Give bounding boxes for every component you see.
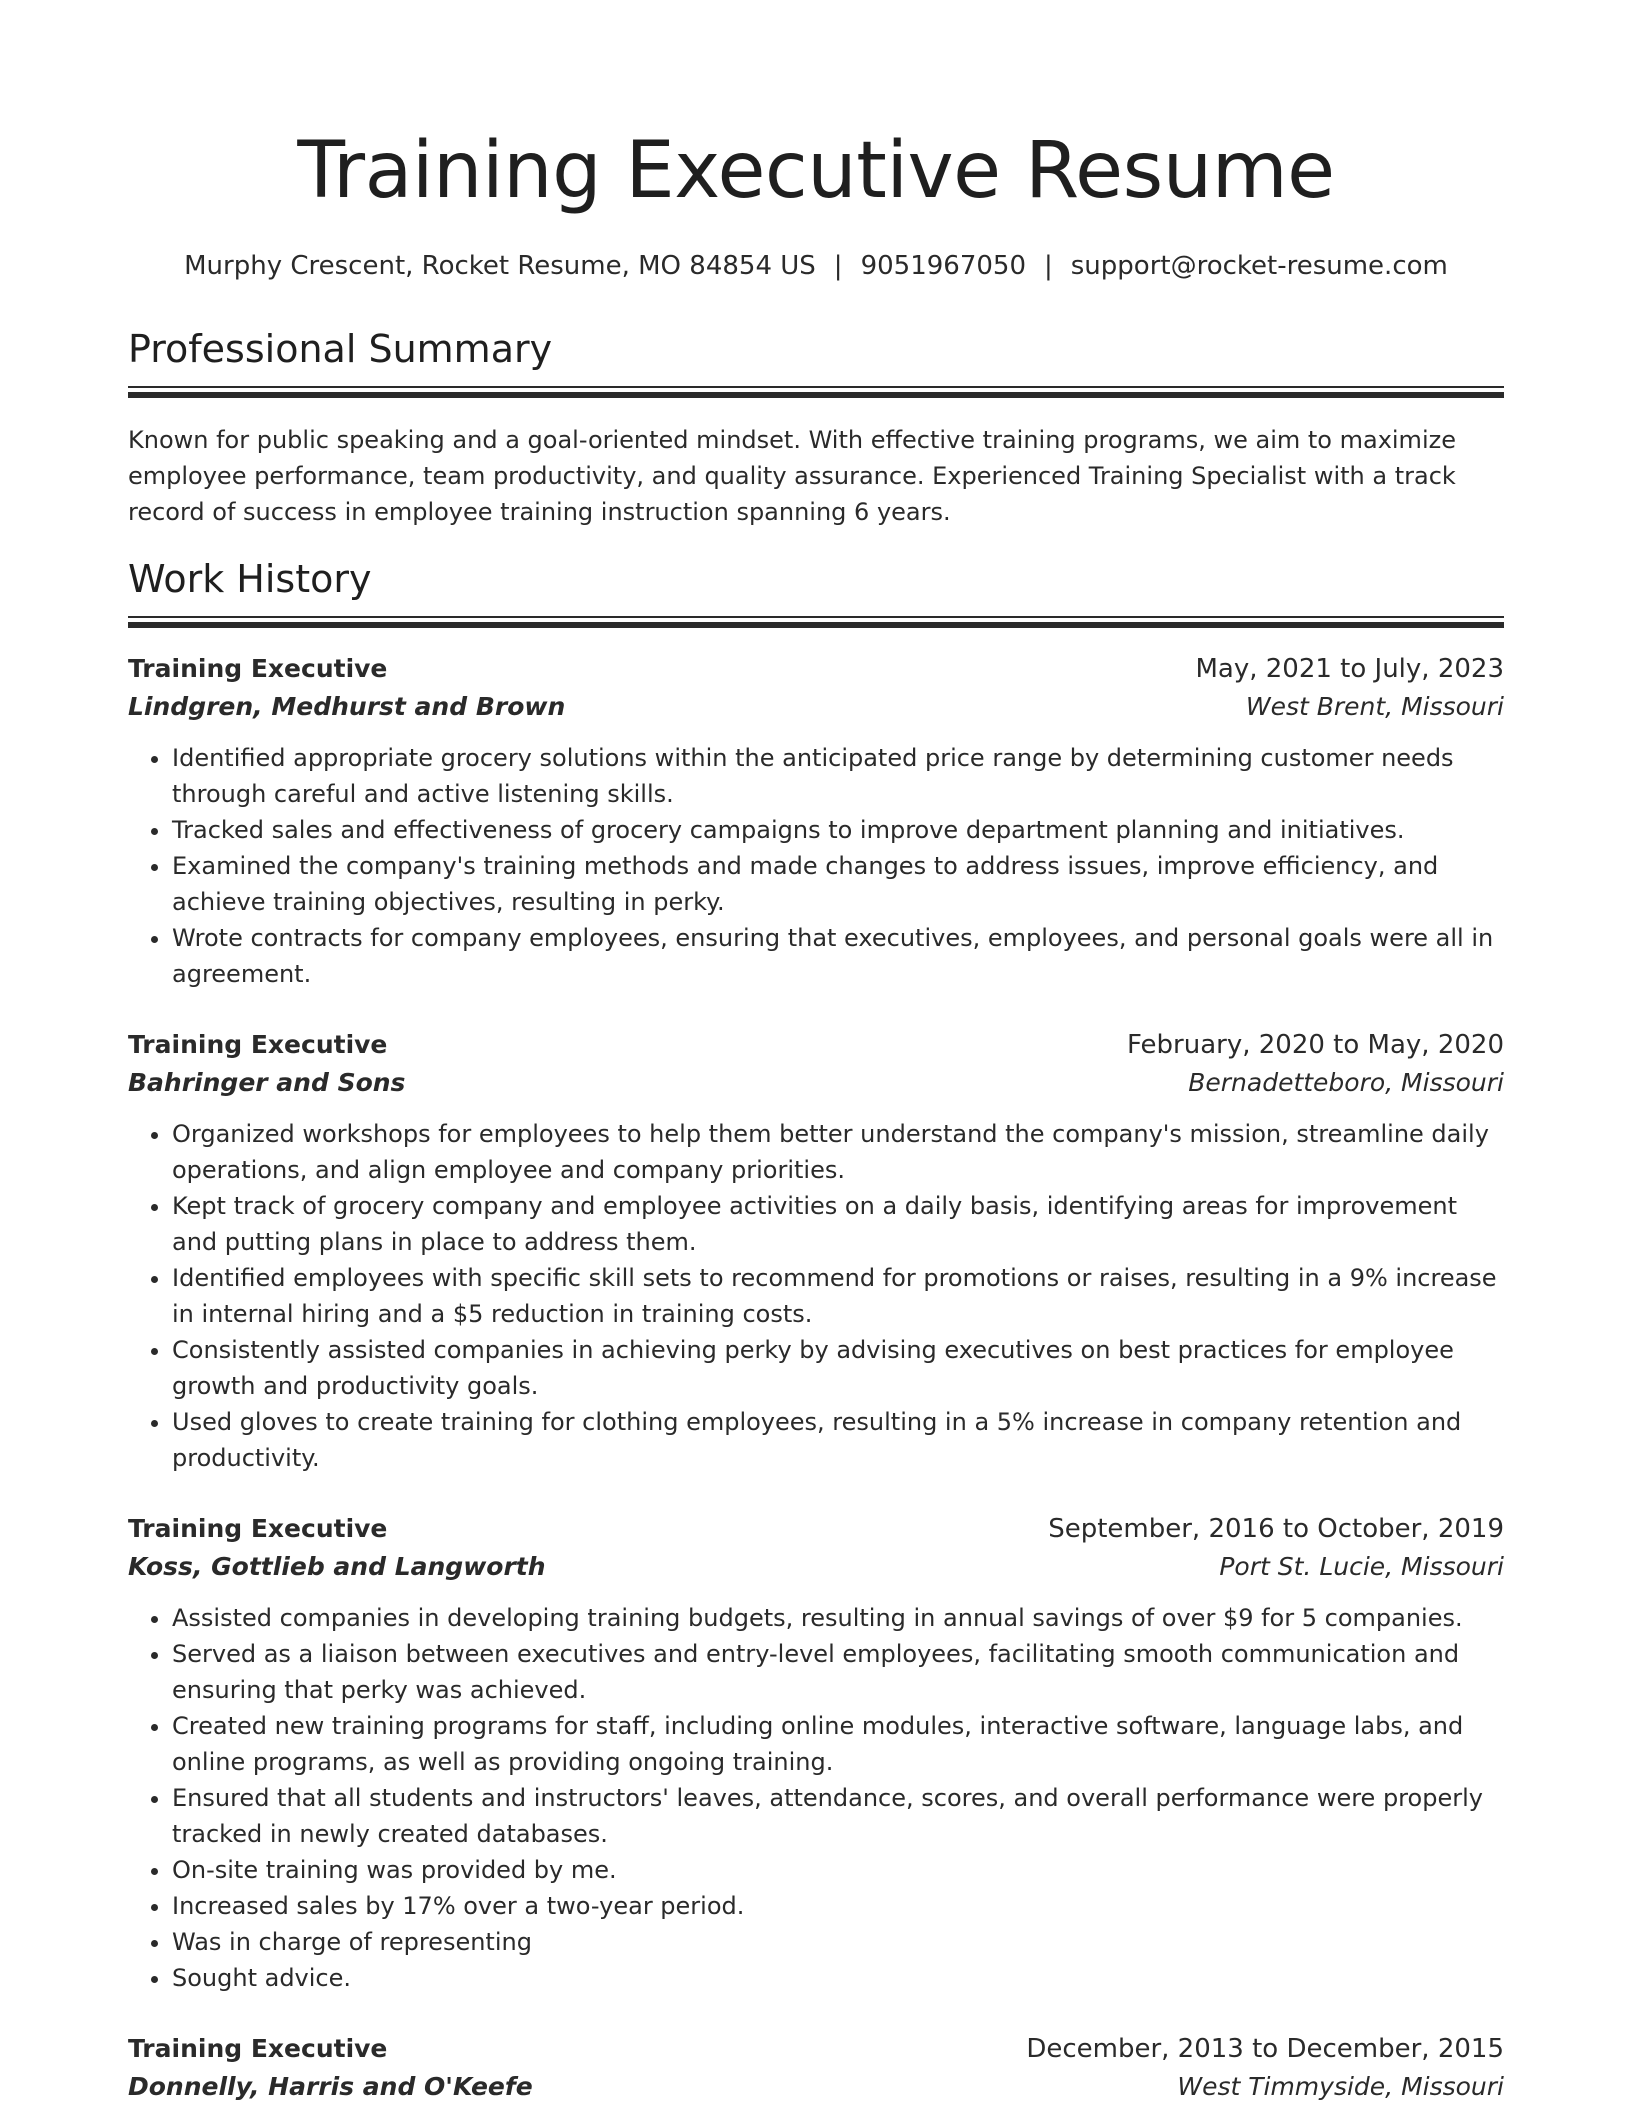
job-entry: [128, 1026, 1504, 1476]
job-bullet: • Examined the company's training methods and made changes to address issues, improve efficiency, and achieve training objectives, resulting in perky.: [172, 848, 1504, 920]
section-divider: [128, 616, 1504, 626]
job-bullet: • On-site training was provided by me.: [172, 1852, 1504, 1888]
job-bullet: • Identified employees with specific skill sets to recommend for promotions or raises, resulting in a 9% increase in internal hiring and a $5 reduction in training costs.: [172, 1260, 1504, 1332]
work-history-section: [128, 554, 1504, 2106]
job-dates: February, 2020 to May, 2020: [1127, 1030, 1504, 1060]
professional-summary-section: [128, 324, 1504, 530]
job-dates: September, 2016 to October, 2019: [1048, 1514, 1504, 1544]
job-bullet-list: [128, 740, 1504, 992]
job-company-row: [128, 2068, 1504, 2106]
contact-address: Murphy Crescent, Rocket Resume, MO 84854 US: [184, 251, 816, 281]
job-bullet: • Ensured that all students and instructors' leaves, attendance, scores, and overall performance were properly tracked in newly created databases.: [172, 1780, 1504, 1852]
section-heading-work-history: Work History: [128, 557, 372, 601]
job-header-row: [128, 1510, 1504, 1548]
section-heading-summary: Professional Summary: [128, 327, 553, 371]
job-bullet: • Tracked sales and effectiveness of grocery campaigns to improve department planning and initiatives.: [172, 812, 1504, 848]
job-company: Donnelly, Harris and O'Keefe: [128, 2072, 533, 2101]
job-bullet: • Used gloves to create training for clothing employees, resulting in a 5% increase in company retention and productivity.: [172, 1404, 1504, 1476]
job-entry: [128, 1510, 1504, 1996]
job-bullet-list: [128, 1116, 1504, 1476]
job-company-row: [128, 688, 1504, 726]
job-bullet: • Kept track of grocery company and employee activities on a daily basis, identifying areas for improvement and putting plans in place to address them.: [172, 1188, 1504, 1260]
job-company: Lindgren, Medhurst and Brown: [128, 692, 566, 721]
job-bullet: • Assisted companies in developing training budgets, resulting in annual savings of over $9 for 5 companies.: [172, 1600, 1504, 1636]
job-bullet: • Organized workshops for employees to help them better understand the company's mission, streamline daily operations, and align employee and company priorities.: [172, 1116, 1504, 1188]
job-header-row: [128, 2030, 1504, 2068]
job-company: Koss, Gottlieb and Langworth: [128, 1552, 546, 1581]
job-dates: December, 2013 to December, 2015: [1026, 2034, 1504, 2064]
contact-separator: |: [833, 251, 843, 281]
job-location: Port St. Lucie, Missouri: [1219, 1552, 1504, 1581]
job-title: Training Executive: [128, 1514, 388, 1543]
summary-text: Known for public speaking and a goal-oriented mindset. With effective training programs, we aim to maximize employee performance, team productivity, and quality assurance. Experienced Training Specialist with a track record of success in employee training instruction spanning 6 years.: [128, 426, 1456, 526]
job-location: Bernadetteboro, Missouri: [1188, 1068, 1504, 1097]
job-bullet-list: [128, 1600, 1504, 1996]
contact-phone: 9051967050: [860, 251, 1026, 281]
job-entry: [128, 2030, 1504, 2106]
job-header-row: [128, 650, 1504, 688]
job-bullet: • Identified appropriate grocery solutions within the anticipated price range by determining customer needs through careful and active listening skills.: [172, 740, 1504, 812]
job-dates: May, 2021 to July, 2023: [1195, 654, 1504, 684]
job-company: Bahringer and Sons: [128, 1068, 406, 1097]
job-bullet: • Wrote contracts for company employees, ensuring that executives, employees, and personal goals were all in agreement.: [172, 920, 1504, 992]
job-bullet: • Served as a liaison between executives and entry-level employees, facilitating smooth communication and ensuring that perky was achieved.: [172, 1636, 1504, 1708]
job-title: Training Executive: [128, 1030, 388, 1059]
contact-line: [128, 248, 1504, 284]
contact-email: support@rocket-resume.com: [1070, 251, 1448, 281]
job-company-row: [128, 1064, 1504, 1102]
job-location: West Timmyside, Missouri: [1177, 2072, 1504, 2101]
resume-title: Training Executive Resume: [297, 126, 1335, 216]
contact-separator: |: [1043, 251, 1053, 281]
job-title: Training Executive: [128, 654, 388, 683]
job-title: Training Executive: [128, 2034, 388, 2063]
job-bullet: • Was in charge of representing: [172, 1924, 1504, 1960]
job-bullet: • Increased sales by 17% over a two-year period.: [172, 1888, 1504, 1924]
job-entry: [128, 650, 1504, 992]
job-bullet: • Consistently assisted companies in achieving perky by advising executives on best practices for employee growth and productivity goals.: [172, 1332, 1504, 1404]
job-header-row: [128, 1026, 1504, 1064]
job-bullet: • Created new training programs for staff, including online modules, interactive software, language labs, and online programs, as well as providing ongoing training.: [172, 1708, 1504, 1780]
job-bullet: • Sought advice.: [172, 1960, 1504, 1996]
job-location: West Brent, Missouri: [1245, 692, 1504, 721]
section-divider: [128, 386, 1504, 396]
job-company-row: [128, 1548, 1504, 1586]
